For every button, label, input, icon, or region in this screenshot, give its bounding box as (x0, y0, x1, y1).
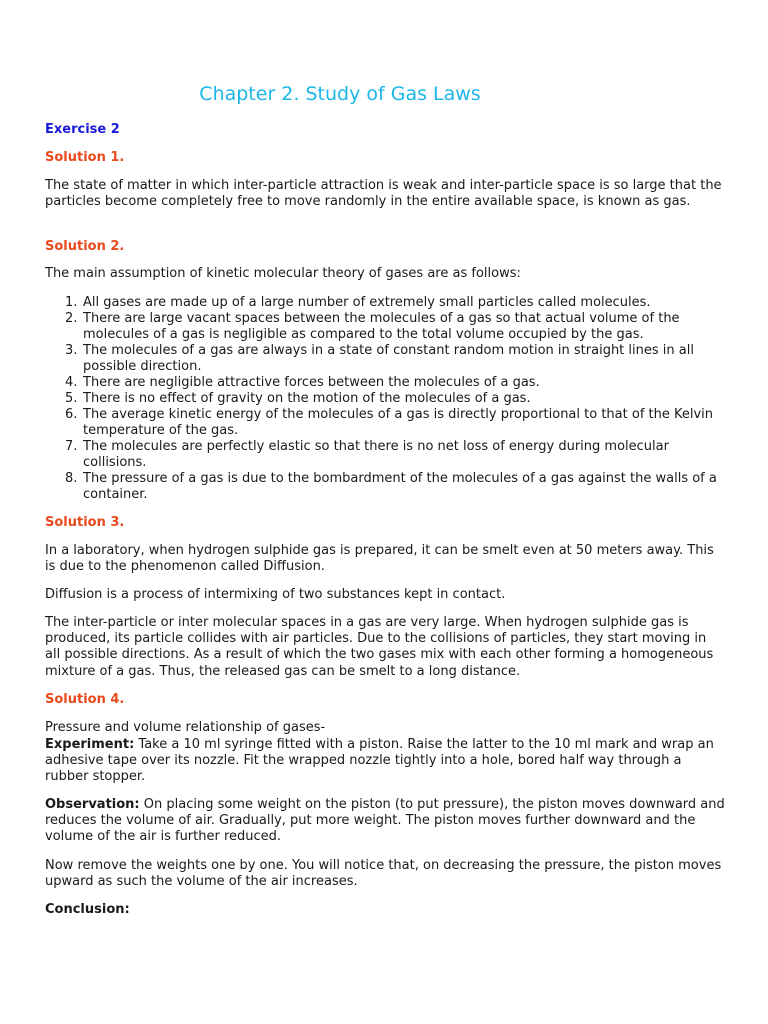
solution-3-paragraph-2: Diffusion is a process of intermixing of two substances kept in contact. (45, 587, 506, 602)
list-item: 5. There is no effect of gravity on the motion of the molecules of a gas. (65, 391, 531, 406)
conclusion-label: Conclusion: (45, 902, 130, 917)
solution-1-heading: Solution 1. (45, 150, 125, 165)
list-item: 8. The pressure of a gas is due to the bombardment of the molecules of a gas against the walls of a container. (65, 471, 717, 502)
observation-paragraph: Observation: On placing some weight on the piston (to put pressure), the piston moves downward and reduces the volume of air. Gradually, put more weight. The piston moves further downward and the volume of the air is further reduced. (45, 797, 725, 845)
solution-3-paragraph-1: In a laboratory, when hydrogen sulphide gas is prepared, it can be smelt even at 50 meters away. This is due to the phenomenon called Diffusion. (45, 543, 714, 575)
solution-2-intro: The main assumption of kinetic molecular theory of gases are as follows: (45, 266, 521, 281)
page-title: Chapter 2. Study of Gas Laws (199, 83, 481, 105)
solution-1-text: The state of matter in which inter-particle attraction is weak and inter-particle space is so large that the particles become completely free to move randomly in the entire available space, is known as gas. (45, 178, 722, 210)
solution-4-heading: Solution 4. (45, 692, 125, 707)
observation-label: Observation: (45, 797, 140, 812)
list-item: 2. There are large vacant spaces between the molecules of a gas so that actual volume of the molecules of a gas is negligible as compared to the total volume occupied by the gas. (65, 311, 680, 342)
assumptions-list (45, 295, 725, 503)
list-item: 7. The molecules are perfectly elastic so that there is no net loss of energy during molecular collisions. (65, 439, 669, 470)
solution-4-remove-weights: Now remove the weights one by one. You will notice that, on decreasing the pressure, the piston moves upward as such the volume of the air increases. (45, 858, 722, 890)
solution-3-heading: Solution 3. (45, 515, 125, 530)
list-item: 4. There are negligible attractive forces between the molecules of a gas. (65, 375, 540, 390)
list-item: 3. The molecules of a gas are always in a state of constant random motion in straight lines in all possible direction. (65, 343, 694, 374)
exercise-heading: Exercise 2 (45, 122, 120, 137)
solution-3-paragraph-3: The inter-particle or inter molecular spaces in a gas are very large. When hydrogen sulphide gas is produced, its particle collides with air particles. Due to the collisions of particles, they start moving in all possible directions. As a result of which the two gases mix with each other forming a homogeneous mixture of a gas. Thus, the released gas can be smelt to a long distance. (45, 615, 714, 679)
list-item: 1. All gases are made up of a large number of extremely small particles called molecules. (65, 295, 651, 310)
list-item: 6. The average kinetic energy of the molecules of a gas is directly proportional to that of the Kelvin temperature of the gas. (65, 407, 714, 438)
solution-4-intro: Pressure and volume relationship of gases- (45, 720, 326, 735)
solution-2-heading: Solution 2. (45, 239, 125, 254)
experiment-paragraph: Experiment: Take a 10 ml syringe fitted with a piston. Raise the latter to the 10 ml mark and wrap an adhesive tape over its nozzle. Fit the wrapped nozzle tightly into a hole, bored half way through a rubber stopper. (45, 737, 714, 785)
experiment-label: Experiment: (45, 737, 135, 752)
